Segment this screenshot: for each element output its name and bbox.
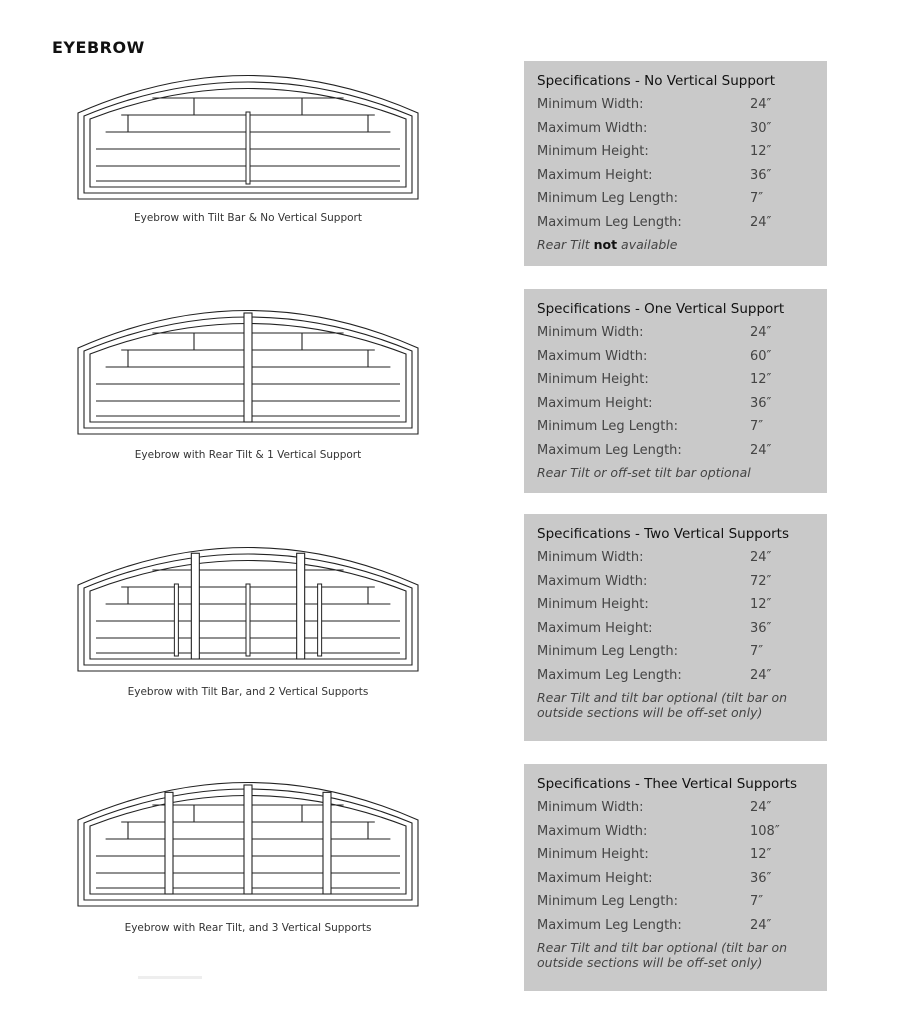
spec-row — [537, 914, 815, 938]
spec-value: 7″ — [750, 419, 764, 435]
spec-value: 24″ — [750, 97, 772, 113]
spec-row — [537, 187, 815, 211]
spec-note-text: available — [617, 237, 678, 252]
vertical-support — [297, 553, 305, 659]
spec-label: Maximum Leg Length: — [537, 214, 682, 230]
spec-label: Minimum Leg Length: — [537, 419, 678, 435]
tilt-bar — [246, 112, 250, 184]
spec-value: 24″ — [750, 325, 772, 341]
spec-row — [537, 593, 815, 617]
spec-label: Maximum Width: — [537, 120, 648, 136]
spec-label: Maximum Leg Length: — [537, 917, 682, 933]
spec-title: Specifications - One Vertical Support — [537, 301, 785, 317]
spec-row — [537, 546, 815, 570]
spec-value: 24″ — [750, 214, 772, 230]
spec-note: Rear Tilt and tilt bar optional (tilt bar on outside sections will be off-set only) — [537, 940, 788, 970]
spec-box-no-support — [524, 61, 827, 266]
spec-label: Maximum Width: — [537, 348, 648, 364]
spec-label: Minimum Width: — [537, 325, 644, 341]
spec-value: 12″ — [750, 847, 772, 863]
spec-title: Specifications - No Vertical Support — [537, 73, 776, 89]
spec-row — [537, 617, 815, 641]
spec-label: Maximum Height: — [537, 620, 653, 636]
spec-value: 24″ — [750, 800, 772, 816]
spec-row — [537, 820, 815, 844]
spec-label: Maximum Leg Length: — [537, 442, 682, 458]
spec-row — [537, 345, 815, 369]
eyebrow-shutter-diagram-three-supports — [76, 775, 420, 910]
spec-label: Minimum Height: — [537, 144, 649, 160]
spec-value: 36″ — [750, 870, 772, 886]
spec-row — [537, 93, 815, 117]
spec-title: Specifications - Two Vertical Supports — [537, 526, 789, 542]
shutter-drawing — [76, 540, 420, 675]
spec-row — [537, 321, 815, 345]
spec-row — [537, 415, 815, 439]
spec-value: 7″ — [750, 191, 764, 207]
spec-row — [537, 140, 815, 164]
spec-label: Minimum Width: — [537, 97, 644, 113]
spec-value: 7″ — [750, 644, 764, 660]
spec-value: 36″ — [750, 395, 772, 411]
spec-row — [537, 890, 815, 914]
vertical-support — [191, 553, 199, 659]
shutter-drawing — [76, 303, 420, 438]
spec-value: 12″ — [750, 597, 772, 613]
diagram-caption: Eyebrow with Rear Tilt, and 3 Vertical Supports — [124, 922, 372, 934]
spec-label: Minimum Height: — [537, 372, 649, 388]
spec-label: Minimum Height: — [537, 847, 649, 863]
spec-note: Rear Tilt or off-set tilt bar optional — [537, 465, 751, 480]
spec-value: 24″ — [750, 667, 772, 683]
spec-value: 108″ — [750, 823, 780, 839]
page-title: EYEBROW — [52, 38, 145, 57]
diagram-caption: Eyebrow with Tilt Bar, and 2 Vertical Supports — [127, 686, 369, 698]
spec-label: Minimum Leg Length: — [537, 894, 678, 910]
spec-value: 36″ — [750, 620, 772, 636]
spec-label: Minimum Width: — [537, 550, 644, 566]
spec-label: Minimum Width: — [537, 800, 644, 816]
spec-label: Maximum Height: — [537, 870, 653, 886]
tilt-bar — [318, 584, 322, 656]
spec-row — [537, 164, 815, 188]
vertical-support — [165, 792, 173, 894]
spec-note: Rear Tilt and tilt bar optional (tilt bar on outside sections will be off-set only) — [537, 690, 788, 720]
eyebrow-shutter-diagram-no-support — [76, 68, 420, 203]
spec-label: Minimum Height: — [537, 597, 649, 613]
spec-label: Maximum Leg Length: — [537, 667, 682, 683]
spec-row — [537, 843, 815, 867]
spec-row — [537, 439, 815, 463]
spec-box-two-supports — [524, 514, 827, 741]
spec-value: 7″ — [750, 894, 764, 910]
spec-row — [537, 664, 815, 688]
spec-label: Maximum Height: — [537, 395, 653, 411]
spec-row — [537, 640, 815, 664]
spec-row — [537, 570, 815, 594]
spec-label: Maximum Height: — [537, 167, 653, 183]
spec-row — [537, 117, 815, 141]
spec-row — [537, 796, 815, 820]
diagram-caption: Eyebrow with Rear Tilt & 1 Vertical Support — [134, 449, 362, 461]
tilt-bar — [246, 584, 250, 656]
tilt-bar — [174, 584, 178, 656]
spec-label: Maximum Width: — [537, 573, 648, 589]
spec-value: 12″ — [750, 144, 772, 160]
spec-label: Minimum Leg Length: — [537, 191, 678, 207]
spec-value: 12″ — [750, 372, 772, 388]
spec-box-one-support — [524, 289, 827, 493]
spec-note-text: Rear Tilt — [537, 237, 594, 252]
spec-row — [537, 368, 815, 392]
vertical-support — [244, 313, 252, 422]
shutter-drawing — [76, 775, 420, 910]
vertical-support — [323, 792, 331, 894]
spec-box-three-supports — [524, 764, 827, 991]
spec-label: Minimum Leg Length: — [537, 644, 678, 660]
eyebrow-shutter-diagram-one-support — [76, 303, 420, 438]
spec-value: 72″ — [750, 573, 772, 589]
spec-value: 24″ — [750, 442, 772, 458]
spec-value: 30″ — [750, 120, 772, 136]
spec-row — [537, 211, 815, 235]
diagram-caption: Eyebrow with Tilt Bar & No Vertical Support — [134, 212, 362, 224]
spec-note-emphasis: not — [593, 237, 618, 252]
spec-note — [537, 237, 815, 252]
spec-value: 24″ — [750, 917, 772, 933]
eyebrow-shutter-diagram-two-supports — [76, 540, 420, 675]
shutter-drawing — [76, 68, 420, 203]
spec-value: 36″ — [750, 167, 772, 183]
spec-value: 24″ — [750, 550, 772, 566]
faint-mark — [138, 976, 202, 979]
spec-row — [537, 867, 815, 891]
spec-row — [537, 392, 815, 416]
spec-title: Specifications - Thee Vertical Supports — [537, 776, 798, 792]
spec-value: 60″ — [750, 348, 772, 364]
spec-label: Maximum Width: — [537, 823, 648, 839]
vertical-support — [244, 785, 252, 894]
